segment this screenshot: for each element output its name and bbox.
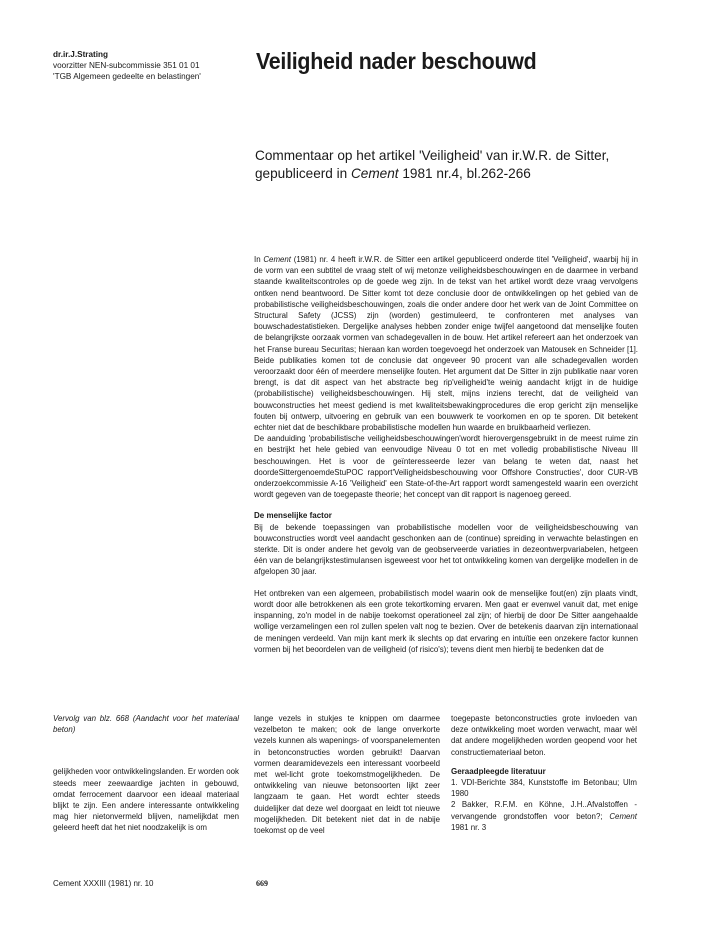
reference-2-post: 1981 nr. 3 xyxy=(451,822,487,832)
main-body xyxy=(254,254,638,655)
continued-note: Vervolg van blz. 668 (Aandacht voor het materiaal beton) xyxy=(53,714,239,735)
column-left-text: gelijkheden voor ontwikkelingslanden. Er worden ook steeds meer zeewaardige jachten in gebouwd, omdat ferrocement daarvoor een ideaal materiaal blijkt te zijn. Een andere interessante ontwikkeling mag hier nietonvermeld blijven, namelijkdat men geleerd heeft dat het niet noodzakelijk is om xyxy=(53,767,239,833)
page-number: 669 xyxy=(256,879,268,888)
intro-paragraph-2: De aanduiding 'probabilistische veiligheidsbeschouwingen'wordt hierovergensgebruikt in de meest ruime zin en bestrijkt het hele gebied van eenvoudige Niveau 0 tot en met volledig probabilistische Niveau III beschouwingen. Het is voor de geïnteresseerde lezer van belang te weten dat, naast het doordeSittergenoemdeStuPOC rapport'Veiligheidsbeschouwing voor Offshore Constructies', door CUR-VB onderzoekcommissie A-16 'Veiligheid' een State-of-the-Art rapport wordt samengesteld waarin een overzicht wordt gegeven van de toegepaste theorie; het concept van dit rapport is nagenoeg gereed. xyxy=(254,434,638,500)
subtitle-journal: Cement xyxy=(350,166,399,181)
intro-paragraph-1 xyxy=(254,254,638,433)
intro-p1-journal: Cement xyxy=(263,255,291,264)
intro-p1-post: (1981) nr. 4 heeft ir.W.R. de Sitter een artikel gepubliceerd onderde titel 'Veiligheid', waarbij hij in de vorm van een subtitel de vraag stelt of wij metonze veiligheidsbeschouwingen en de daarmee in verband staande kwaliteitscontroles op de goede weg zijn. In de tekst van het artikel wordt deze vraag vervolgens ontken nend beantwoord. De Sitter komt tot deze conclusie door de ontwikkelingen op het gebied van de probabilistische veiligheidsbeschouwingen, zoals die onder andere door het werk van de Joint Committee on Structural Safety (JCSS) zijn (worden) gestimuleerd, te confronteren met analyses van bouwschadestatistieken. Dergelijke analyses hebben zonder enige twijfel aangetoond dat menselijke fouten de belangrijkste oorzaak vormen van schadegevallen in de bouw. Het artikel refereert aan het onderzoek van het Franse bureau Securitas; hieraan kan worden toegevoegd het onderzoek van Matousek en Schneider [1]. Beide publikaties komen tot de conclusie dat ongeveer 90 procent van alle schadegevallen worden veroorzaakt door één of meerdere menselijke fouten. Het argument dat De Sitter in zijn publikatie naar voren brengt, is dat dit aspect van het abstracte beg rip'veiligheid'te weinig aandacht krijgt in de huidige (probabilistische) veiligheidsbeschouwingen. Hij stelt, mijns inziens terecht, dat de veiligheid van bouwconstructies het meest gediend is met kwaliteitsbewakingprocedures die erop gericht zijn menselijke fouten bij ontwerp, uitvoering en gebruik van een bouwwerk te voorkomen en op te sporen. Dit betekent echter niet dat de beschikbare probabilistische modellen hun waarde en bruikbaarheid verliezen. xyxy=(254,255,638,433)
intro-p1-pre: In xyxy=(254,255,264,264)
reference-2 xyxy=(451,799,637,833)
author-block xyxy=(53,49,243,82)
section-heading: De menselijke factor xyxy=(254,511,332,521)
author-committee: 'TGB Algemeen gedeelte en belastingen' xyxy=(53,72,201,81)
footer-journal: Cement XXXIII (1981) nr. 10 xyxy=(53,879,154,888)
section-paragraph-2: Het ontbreken van een algemeen, probabilistisch model waarin ook de menselijke fout(en) zijn plaats vindt, wordt door alle betrokkenen als een grote tekortkoming ervaren. Men gaat er evenwel vanuit dat, met enige inspanning, zo'n model in de nabije toekomst operationeel zal zijn; of hierbij de door De Sitter aangehaalde wollige verzamelingen een rol zullen spelen valt nog te bezien. Over de betekenis daarvan zijn internationaal de meningen verdeeld. Van mijn kant merk ik slechts op dat ervaring en intuïtie een onzekere factor kunnen vormen bij het beoordelen van de veiligheid (of risico's); tevens dient men hierbij te bedenken dat de xyxy=(254,588,638,654)
reference-2-journal: Cement xyxy=(609,811,637,821)
literature-heading: Geraadpleegde literatuur xyxy=(451,766,546,776)
column-left xyxy=(53,713,239,834)
article-subtitle xyxy=(255,147,655,183)
section-paragraph-1: Bij de bekende toepassingen van probabilistische modellen voor de veiligheidsbeschouwing van bouwconstructies wordt veel aandacht geschonken aan de (continue) spreiding in verwachte belastingen en sterkte. Dit is onder andere het gevolg van de geobserveerde variaties in dezeontwerpvariabelen, hetgeen één van de belangrijkstestimulansen isgeweest voor het tot ontwikkeling komen van dergelijke modellen in de afgelopen 30 jaar. xyxy=(254,522,638,577)
article-title: Veiligheid nader beschouwd xyxy=(256,48,537,74)
subtitle-text-1: Commentaar op het artikel 'Veiligheid' van ir.W.R. de Sitter, gepubliceerd in xyxy=(255,148,610,181)
author-role: voorzitter NEN-subcommissie 351 01 01 xyxy=(53,61,200,70)
column-middle xyxy=(254,713,440,836)
column-middle-text: lange vezels in stukjes te knippen om daarmee vezelbeton te maken; ook de lange onverkorte vezels kunnen als wapenings- of voorspanelementen in betonconstructies worden gebruikt! Daarvan vormen dearamidevezels een interessant voorbeeld met wel-licht grote toekomstmogelijkheden. De ontwikkeling van nieuwe betonsoorten lijkt zeer langzaam te gaan. Het wordt echter steeds duidelijker dat deze wel doorgaat en leidt tot nieuwe mogelijkheden. Dit betekent niet dat in de nabije toekomst op de veel xyxy=(254,714,440,836)
author-name: dr.ir.J.Strating xyxy=(53,50,109,59)
column-right xyxy=(451,713,637,833)
reference-1: 1. VDI-Berichte 384, Kunststoffe im Betonbau; Ulm 1980 xyxy=(451,778,637,799)
column-right-text: toegepaste betonconstructies grote invloeden van deze ontwikkeling moet worden verwacht, maar wèl dat andere mogelijkheden worden geopend voor het constructiemateriaal beton. xyxy=(451,714,637,757)
reference-2-pre: 2 Bakker, R.F.M. en Köhne, J.H..Afvalstoffen - vervangende grondstoffen voor beton?; xyxy=(451,800,637,821)
subtitle-text-2: 1981 nr.4, bl.262-266 xyxy=(398,166,531,181)
